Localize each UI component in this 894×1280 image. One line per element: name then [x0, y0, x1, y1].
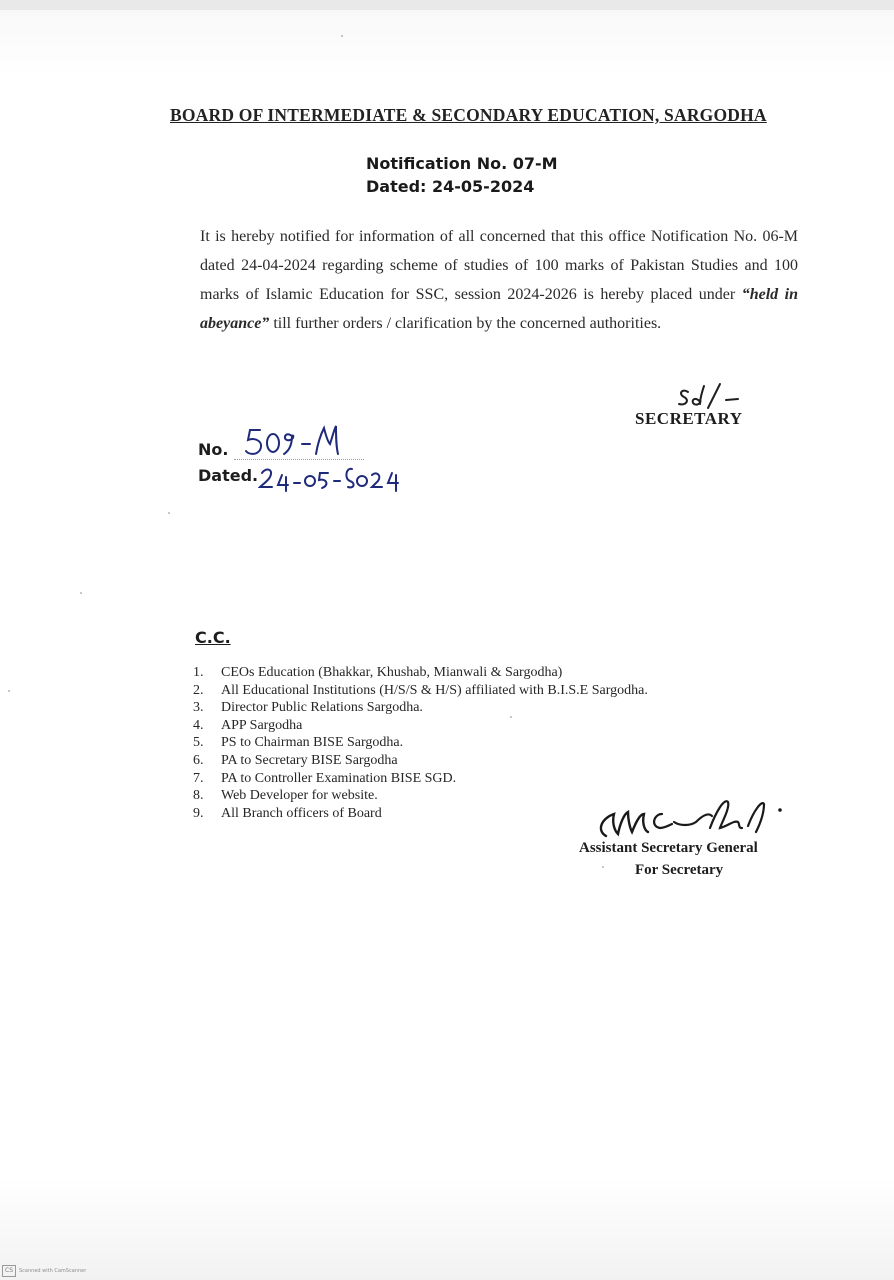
cc-item-1	[193, 664, 648, 682]
body-emphasis: “held in abeyance”	[200, 286, 798, 332]
scan-top-edge	[0, 0, 894, 10]
cc-heading: C.C.	[195, 628, 231, 647]
signatory-on-behalf: For Secretary	[635, 862, 724, 878]
reference-no-rule	[234, 459, 364, 460]
cc-item-9	[193, 805, 648, 823]
cc-list	[193, 664, 648, 822]
secretary-title: SECRETARY	[635, 409, 743, 428]
cc-item-6	[193, 752, 648, 770]
scanner-watermark-text: Scanned with CamScanner	[19, 1268, 87, 1274]
camscanner-logo-icon: CS	[2, 1265, 16, 1277]
board-title: BOARD OF INTERMEDIATE & SECONDARY EDUCATION, SARGODHA	[170, 105, 767, 125]
scan-speck	[510, 716, 512, 718]
reference-no-label: No.	[198, 440, 229, 459]
scan-speck	[80, 592, 82, 594]
cc-item-text: All Educational Institutions (H/S/S & H/S) affiliated with B.I.S.E Sargodha.	[221, 682, 648, 698]
cc-item-5	[193, 734, 648, 752]
sd-handwritten-mark	[676, 378, 766, 412]
scanner-watermark	[2, 1265, 86, 1277]
scan-speck	[602, 866, 604, 868]
cc-item-8	[193, 787, 648, 805]
cc-item-number: 2.	[193, 682, 204, 698]
scan-speck	[168, 512, 170, 514]
cc-item-text: CEOs Education (Bhakkar, Khushab, Mianwali & Sargodha)	[221, 665, 563, 680]
cc-item-text: All Branch officers of Board	[221, 805, 382, 821]
cc-item-text: Director Public Relations Sargodha.	[221, 700, 423, 716]
reference-no-handwritten	[240, 420, 350, 462]
signature-handwritten	[592, 792, 792, 842]
cc-item-number: 9.	[193, 805, 204, 821]
body-text-after: till further orders / clarification by the concerned authorities.	[269, 315, 662, 332]
cc-item-4	[193, 717, 648, 735]
cc-item-text: Web Developer for website.	[221, 788, 378, 804]
cc-item-2	[193, 682, 648, 700]
notification-body	[200, 222, 798, 338]
body-text-before: It is hereby notified for information of all concerned that this office Notification No. 06-M dated 24-04-2024 regarding scheme of studies of 100 marks of Pakistan Studies and 100 marks of Islamic Education for SSC, session 2024-2026 is hereby placed under	[200, 228, 798, 303]
scan-speck	[341, 35, 343, 37]
cc-item-number: 7.	[193, 770, 204, 786]
cc-item-text: PS to Chairman BISE Sargodha.	[221, 735, 404, 751]
reference-dated-label: Dated.	[198, 466, 259, 485]
notification-header	[366, 152, 558, 198]
cc-item-text: PA to Secretary BISE Sargodha	[221, 752, 398, 768]
cc-item-number: 3.	[193, 700, 204, 716]
cc-item-text: APP Sargodha	[221, 717, 303, 733]
cc-item-number: 6.	[193, 752, 204, 768]
cc-item-number: 4.	[193, 717, 204, 733]
cc-item-number: 5.	[193, 735, 204, 751]
signatory-designation: Assistant Secretary General	[579, 840, 758, 856]
cc-item-number: 1.	[193, 665, 204, 680]
notification-date: Dated: 24-05-2024	[366, 177, 535, 196]
cc-item-7	[193, 770, 648, 788]
scan-speck	[8, 690, 10, 692]
reference-date-handwritten	[258, 463, 408, 493]
cc-item-number: 8.	[193, 788, 204, 804]
cc-item-text: PA to Controller Examination BISE SGD.	[221, 770, 457, 786]
notification-number: Notification No. 07-M	[366, 154, 558, 173]
cc-item-3	[193, 699, 648, 717]
